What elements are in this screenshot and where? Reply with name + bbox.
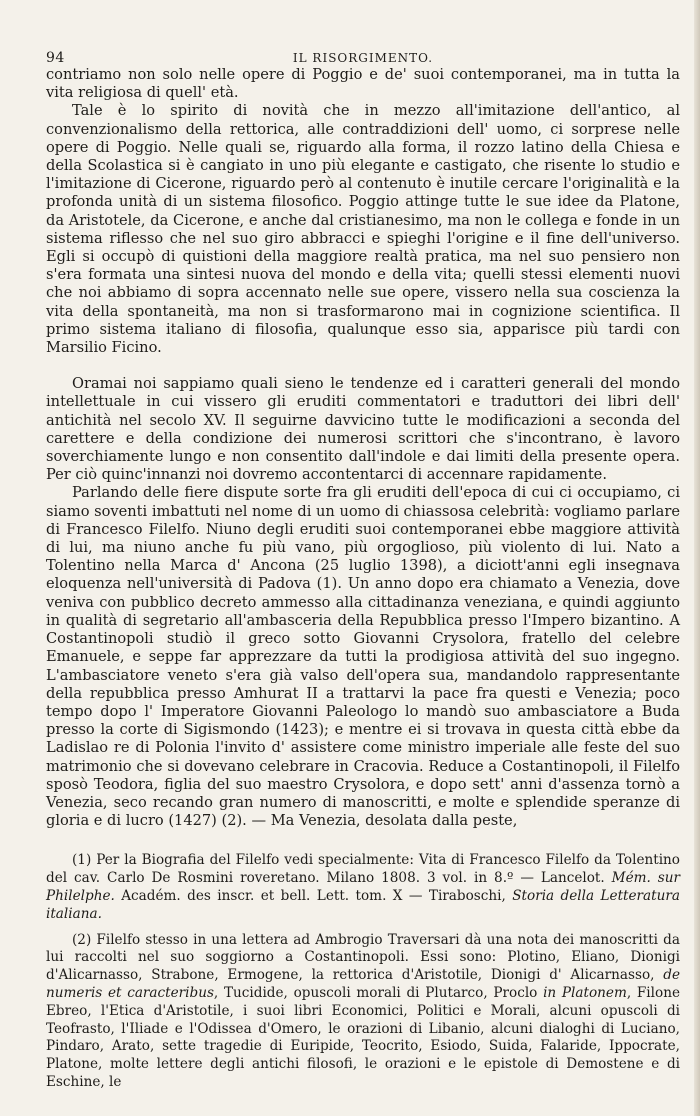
paragraph-continuation: contriamo non solo nelle opere di Poggio e de' suoi contemporanei, ma in tutta la vita religiosa di quell' età. (46, 66, 680, 102)
footnote-2 (46, 932, 680, 1092)
running-head: IL RISORGIMENTO. (292, 51, 434, 65)
footnote-1-text-a: (1) Per la Biografia del Filelfo vedi specialmente: Vita di Francesco Filelfo da Tolentino del cav. Carlo De Rosmini roveretano. Milano 1808. 3 vol. in 8.º — Lancelot. (46, 852, 680, 887)
footnote-2-text-b: , Tucidide, opuscoli morali di Plutarco, Proclo (213, 984, 544, 1001)
footnote-2-italic-a: de numeris et caracteribus (46, 967, 680, 1001)
paragraph-tendenze: Oramai noi sappiamo quali sieno le tendenze ed i caratteri generali del mondo intellettuale in cui vissero gli eruditi commentatori e traduttori dei libri dell' antichità nel secolo XV. Il seguirne davvicino tutte le modificazioni a seconda del carettere e della condizione dei numerosi scrittori che s'incontrano, è lavoro soverchiamente lungo e non consentito dall'indole e dai limiti della presente opera. Per ciò quinc'innanzi noi dovremo accontentarci di accennare rapidamente. (46, 375, 680, 484)
footnote-2-text-c: , Filone Ebreo, l'Etica d'Aristotile, i suoi libri Economici, Politici e Morali, alcuni opuscoli di Teofrasto, l'Iliade e l'Odissea d'Omero, le orazioni di Libanio, alcuni dialoghi di Luciano, Pindaro, Arato, sette tragedie di Euripide, Teocrito, Esiodo, Suida, Falaride, Ippocrate, Platone, molte lettere degli antichi filosofi, le orazioni e le epistole di Demostene e di Eschine, le (46, 984, 680, 1090)
footnote-2-text-a: (2) Filelfo stesso in una lettera ad Ambrogio Traversari dà una nota dei manoscritti da lui raccolti nel suo soggiorno a Costantinopoli. Essi sono: Plotino, Eliano, Dionigi d'Alicarnasso, Strabone, Ermogene, la rettorica d'Aristotile, Dionigi d' Alicarnasso, (46, 931, 680, 984)
page-number: 94 (46, 50, 65, 66)
page-header (46, 46, 680, 66)
paragraph-poggio: Tale è lo spirito di novità che in mezzo all'imitazione dell'antico, al convenzionalismo della rettorica, alle contraddizioni dell' uomo, ci sorprese nelle opere di Poggio. Nelle quali se, riguardo alla forma, il rozzo latino della Chiesa e della Scolastica si è cangiato in uno più elegante e castigato, che risente lo studio e l'imitazione di Cicerone, riguardo però al contenuto è inutile cercare l'originalità e la profonda unità di un sistema filosofico. Poggio attinge tutte le sue idee da Platone, da Aristotele, da Cicerone, e anche dal cristianesimo, ma non le collega e fonde in un sistema riflesso che nel suo giro abbracci e spieghi l'origine e il fine dell'universo. Egli si occupò di quistioni della maggiore realtà pratica, ma nel suo pensiero non s'era formata una sintesi nuova del mondo e della vita; quelli stessi elementi nuovi che noi abbiamo di sopra accennato nelle sue opere, vissero nella sua coscienza la vita della spontaneità, ma non si trasformarono mai in cognizione scientifica. Il primo sistema italiano di filosofia, qualunque esso sia, apparisce più tardi con Marsilio Ficino. (46, 102, 680, 357)
footnote-1 (46, 852, 680, 923)
footnote-2-italic-b: in Platonem (543, 984, 627, 1001)
main-text (46, 66, 680, 830)
footnote-1-italic-a: Mém. sur Philelphe. (46, 870, 680, 904)
paragraph-filelfo: Parlando delle fiere dispute sorte fra gli eruditi dell'epoca di cui ci occupiamo, ci siamo soventi imbattuti nel nome di un uomo di chiassosa celebrità: vogliamo parlare di Francesco Filelfo. Niuno degli eruditi suoi contemporanei ebbe maggiore attività di lui, ma niuno anche fu più vano, più orgoglioso, più violento di lui. Nato a Tolentino nella Marca d' Ancona (25 luglio 1398), a diciott'anni egli insegnava eloquenza nell'università di Padova (1). Un anno dopo era chiamato a Venezia, dove veniva con pubblico decreto ammesso alla cittadinanza veneziana, e quindi aggiunto in qualità di segretario all'ambasceria della Repubblica presso l'Impero bizantino. A Costantinopoli studiò il greco sotto Giovanni Crysolora, fratello del celebre Emanuele, e seppe far apprezzare da tutti la prodigiosa attività del suo ingegno. L'ambasciatore veneto s'era già valso dell'opera sua, mandandolo rappresentante della repubblica presso Amhurat II a trattarvi la pace fra questi e Venezia; poco tempo dopo l' Imperatore Giovanni Paleologo lo mandò suo ambasciatore a Buda presso la corte di Sigismondo (1423); e mentre ei si trovava in questa città ebbe da Ladislao re di Polonia l'invito d' assistere come ministro imperiale alle feste del suo matrimonio che si dovevano celebrare in Cracovia. Reduce a Costantinopoli, il Filelfo sposò Teodora, figlia del suo maestro Crysolora, e dopo sett' anni d'assenza tornò a Venezia, seco recando gran numero di manoscritti, e molte e splendide speranze di gloria e di lucro (1427) (2). — Ma Venezia, desolata dalla peste, (46, 484, 680, 830)
page-edge (694, 0, 700, 1116)
footnote-1-italic-b: Storia della Letteratura italiana. (46, 887, 680, 922)
footnotes (46, 852, 680, 1091)
footnote-1-text-b: Académ. des inscr. et bell. Lett. tom. X — Tiraboschi, (114, 887, 513, 904)
